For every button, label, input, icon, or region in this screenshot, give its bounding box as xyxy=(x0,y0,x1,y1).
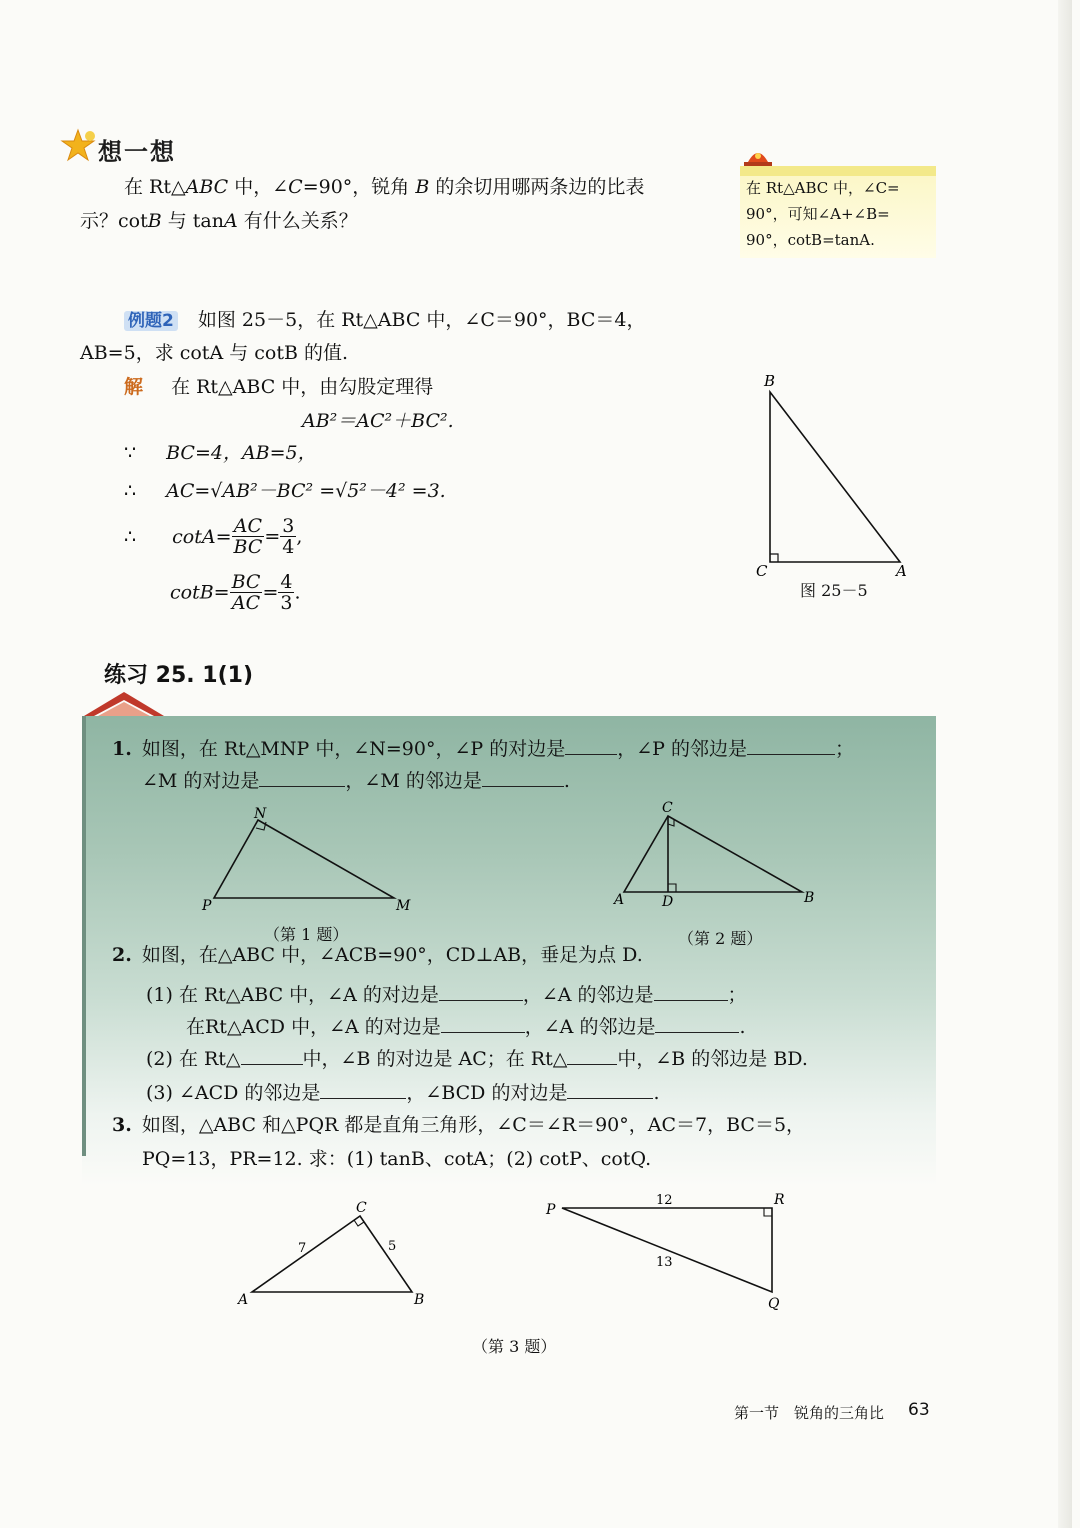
example-line-1: 例题2 如图 25－5，在 Rt△ABC 中，∠C＝90°，BC＝4， xyxy=(124,307,645,334)
q1-line-1: 1. 如图，在 Rt△MNP 中，∠N=90°，∠P 的对边是 ，∠P 的邻边是 ； xyxy=(112,738,854,760)
example-label: 例题2 xyxy=(124,311,178,331)
svg-text:Q: Q xyxy=(768,1296,780,1312)
q2-part2: (2) 在 Rt△ 中，∠B 的对边是 AC；在 Rt△ 中，∠B 的邻边是 BD. xyxy=(146,1048,808,1070)
q3-line-1: 3. 如图，△ABC 和△PQR 都是直角三角形，∠C＝∠R＝90°，AC＝7，BC＝5， xyxy=(112,1114,806,1136)
svg-text:13: 13 xyxy=(656,1255,673,1270)
figure-q1 xyxy=(196,806,426,916)
note-line-1: 在 Rt△ABC 中，∠C= xyxy=(746,179,900,197)
svg-text:P: P xyxy=(202,898,212,914)
think-star-icon xyxy=(60,128,100,164)
footer-section: 第一节 锐角的三角比 xyxy=(734,1404,885,1422)
note-line-2: 90°，可知∠A+∠B= xyxy=(746,205,890,223)
cota-line: ∴ cotA= $\frac{AC}{BC}$ = $\frac{3}{4}$ , xyxy=(124,515,303,558)
margin-note xyxy=(740,166,936,258)
q2-stem: 2. 如图，在△ABC 中，∠ACB=90°，CD⊥AB，垂足为点 D. xyxy=(112,944,643,966)
think-heading: 想一想 xyxy=(98,138,176,166)
svg-text:7: 7 xyxy=(298,1241,307,1256)
svg-text:A: A xyxy=(614,892,625,908)
solution-label: 解 xyxy=(124,376,144,398)
cotb-line: cotB= $\frac{BC}{AC}$ = $\frac{4}{3}$ . xyxy=(170,571,301,614)
svg-text:B: B xyxy=(804,890,815,906)
q2-part1-line1: (1) 在 Rt△ABC 中，∠A 的对边是 ，∠A 的邻边是 ； xyxy=(146,984,747,1006)
pythagoras-line: AB²＝AC²＋BC². xyxy=(302,410,454,432)
svg-text:5: 5 xyxy=(388,1239,397,1254)
svg-text:P: P xyxy=(546,1202,556,1218)
q1-line-2: ∠M 的对边是 ，∠M 的邻边是 . xyxy=(142,770,570,792)
q3-line-2: PQ=13，PR=12. 求：(1) tanB、cotA；(2) cotP、cotQ. xyxy=(142,1148,652,1170)
svg-text:C: C xyxy=(356,1200,367,1216)
label-c: C xyxy=(756,562,768,580)
svg-text:12: 12 xyxy=(656,1193,673,1208)
q2-part3: (3) ∠ACD 的邻边是 ，∠BCD 的对边是 . xyxy=(146,1082,660,1104)
svg-text:B: B xyxy=(414,1292,425,1308)
note-line-3: 90°，cotB=tanA. xyxy=(746,231,875,249)
label-a: A xyxy=(896,562,907,580)
q1-caption: （第 1 题） xyxy=(264,925,349,944)
exercise-left-bar xyxy=(82,716,86,1156)
q2-caption: （第 2 题） xyxy=(678,929,763,948)
label-b: B xyxy=(764,372,776,390)
q3-caption: （第 3 题） xyxy=(472,1337,557,1356)
note-top-band xyxy=(740,166,936,176)
ac-line: ∴ AC=√AB²－BC² =√5²－4² =3. xyxy=(124,480,446,502)
page-number: 63 xyxy=(908,1400,930,1420)
q2-part1-line2: 在Rt△ACD 中，∠A 的对边是 ，∠A 的邻边是 . xyxy=(186,1016,746,1038)
think-line-1: 在 Rt△ABC 中，∠C=90°，锐角 B 的余切用哪两条边的比表 xyxy=(124,176,645,198)
svg-text:R: R xyxy=(774,1192,785,1208)
svg-text:N: N xyxy=(254,806,267,822)
example-line-2: AB=5，求 cotA 与 cotB 的值. xyxy=(80,342,349,364)
svg-text:D: D xyxy=(662,894,674,910)
figure-q3-abc xyxy=(232,1198,432,1312)
svg-text:M: M xyxy=(396,898,411,914)
exercise-chevron-icon xyxy=(84,688,184,718)
page-edge xyxy=(1058,0,1072,1528)
figure-q3-pqr xyxy=(540,1186,800,1312)
svg-text:C: C xyxy=(662,800,673,816)
figure-25-5-caption: 图 25－5 xyxy=(800,581,868,600)
solution-line-1: 解 在 Rt△ABC 中，由勾股定理得 xyxy=(124,376,434,398)
svg-text:A: A xyxy=(238,1292,249,1308)
figure-q2 xyxy=(608,798,828,914)
think-line-2: 示？cotB 与 tanA 有什么关系？ xyxy=(80,210,358,232)
figure-25-5 xyxy=(750,372,920,582)
given-line: ∵ BC=4，AB=5， xyxy=(124,442,317,464)
exercise-title: 练习 25. 1(1) xyxy=(104,663,254,688)
